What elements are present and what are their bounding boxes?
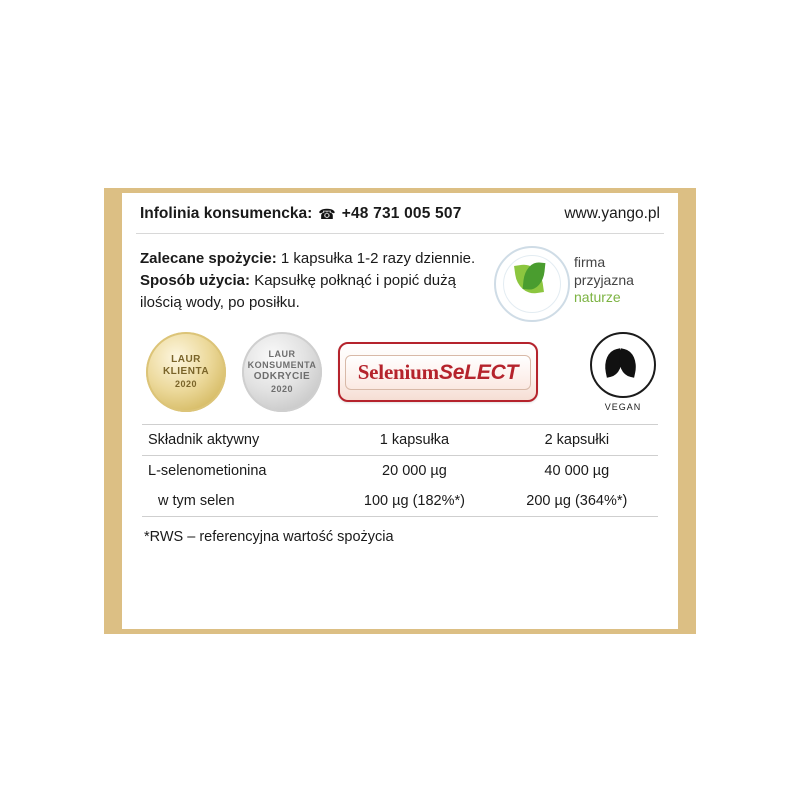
awards-row xyxy=(122,326,678,420)
nature-word-1: firma xyxy=(574,254,606,270)
vegan-icon xyxy=(590,332,656,398)
vegan-badge xyxy=(586,332,660,412)
hotline-group xyxy=(140,205,462,223)
usage-method-text: Kapsułkę połknąć i popić dużą ilością wody, po posiłku. xyxy=(140,271,456,311)
laur-konsumenta-year: 2020 xyxy=(270,383,294,394)
table-header-row xyxy=(142,425,658,456)
leaf-icon xyxy=(514,262,546,298)
nature-badge-text xyxy=(574,254,634,307)
recommended-intake-text: 1 kapsułka 1-2 razy dziennie. xyxy=(276,250,476,267)
nature-friendly-badge xyxy=(494,244,662,322)
row-1-ingredient: w tym selen xyxy=(142,486,333,517)
supplement-label-panel xyxy=(104,188,696,634)
laur-klienta-seal-text xyxy=(163,354,209,390)
hotline-number: +48 731 005 507 xyxy=(341,205,462,222)
table-row xyxy=(142,486,658,517)
selenium-word: Selenium xyxy=(357,359,439,384)
selenium-select-wordmark xyxy=(358,360,519,385)
laur-klienta-line1: LAUR xyxy=(171,353,201,365)
laur-klienta-seal xyxy=(146,332,226,412)
select-word: SeLECT xyxy=(438,360,519,384)
usage-row xyxy=(122,234,678,326)
nature-word-3: naturze xyxy=(574,289,621,305)
row-0-ingredient: L-selenometionina xyxy=(148,463,267,479)
table-header-one-capsule: 1 kapsułka xyxy=(333,425,495,456)
laur-klienta-line2: KLIENTA xyxy=(162,366,210,378)
table-row xyxy=(142,456,658,487)
table-header-ingredient: Składnik aktywny xyxy=(142,425,333,456)
laur-konsumenta-seal xyxy=(242,332,322,412)
selenium-select-logo xyxy=(338,342,538,402)
nutrition-table xyxy=(142,424,658,517)
recommended-intake-label: Zalecane spożycie: xyxy=(140,250,277,267)
usage-instructions xyxy=(140,248,486,313)
vegan-label: VEGAN xyxy=(604,402,642,412)
row-0-two-capsules: 40 000 µg xyxy=(544,463,610,479)
phone-icon: ☎ xyxy=(318,206,336,222)
laur-konsumenta-seal-text xyxy=(242,349,322,395)
website-url: www.yango.pl xyxy=(564,205,660,222)
hotline-row xyxy=(122,193,678,233)
laur-konsumenta-line1: LAUR KONSUMENTA xyxy=(247,348,317,371)
nature-word-2: przyjazna xyxy=(574,271,634,288)
table-header-two-capsules: 2 kapsułki xyxy=(496,425,658,456)
nutrition-table-wrap xyxy=(122,420,678,517)
laur-klienta-year: 2020 xyxy=(174,378,198,389)
row-0-one-capsule: 20 000 µg xyxy=(382,463,447,479)
hotline-label: Infolinia konsumencka: xyxy=(140,205,313,222)
laur-konsumenta-line2: ODKRYCIE xyxy=(253,371,311,383)
row-1-two-capsules: 200 µg (364%*) xyxy=(496,486,658,517)
usage-method-label: Sposób użycia: xyxy=(140,271,251,289)
rws-footnote: *RWS – referencyjna wartość spożycia xyxy=(144,529,394,545)
row-1-one-capsule: 100 µg (182%*) xyxy=(333,486,495,517)
